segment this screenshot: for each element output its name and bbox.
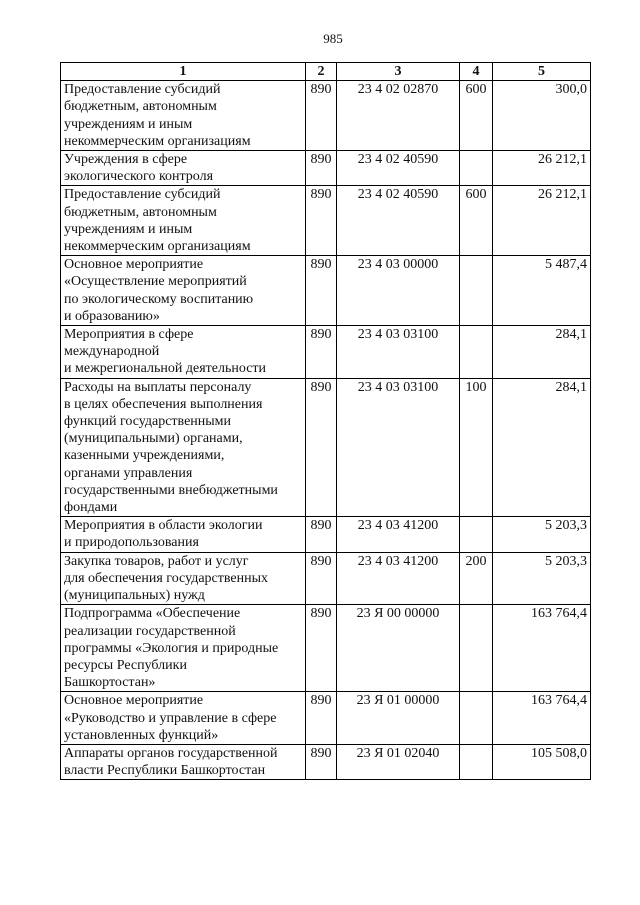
name-cell: Учреждения в сфере экологического контроля <box>61 151 306 186</box>
expense-type-cell <box>460 326 493 379</box>
target-article-cell: 23 Я 00 00000 <box>337 605 460 692</box>
target-article-cell: 23 Я 01 02040 <box>337 744 460 779</box>
name-cell: Основное мероприятие «Руководство и управление в сфере установленных функций» <box>61 692 306 745</box>
amount-cell: 5 203,3 <box>493 517 591 552</box>
expense-type-cell: 600 <box>460 81 493 151</box>
page-number: 985 <box>323 31 343 46</box>
ministry-code-cell: 890 <box>306 552 337 605</box>
ministry-code-cell: 890 <box>306 81 337 151</box>
ministry-code-cell: 890 <box>306 186 337 256</box>
amount-cell: 26 212,1 <box>493 186 591 256</box>
name-cell: Мероприятия в области экологии и природопользования <box>61 517 306 552</box>
expense-type-cell: 600 <box>460 186 493 256</box>
table-row <box>61 605 591 692</box>
table-row <box>61 151 591 186</box>
amount-cell: 284,1 <box>493 378 591 517</box>
target-article-cell: 23 4 02 40590 <box>337 151 460 186</box>
table-row <box>61 744 591 779</box>
target-article-cell: 23 4 03 41200 <box>337 552 460 605</box>
table-row <box>61 326 591 379</box>
ministry-code-cell: 890 <box>306 692 337 745</box>
amount-cell: 163 764,4 <box>493 692 591 745</box>
ministry-code-cell: 890 <box>306 326 337 379</box>
ministry-code-cell: 890 <box>306 605 337 692</box>
ministry-code-cell: 890 <box>306 256 337 326</box>
ministry-code-cell: 890 <box>306 151 337 186</box>
amount-cell: 5 487,4 <box>493 256 591 326</box>
table-row <box>61 81 591 151</box>
amount-cell: 300,0 <box>493 81 591 151</box>
budget-table <box>60 62 591 780</box>
amount-cell: 163 764,4 <box>493 605 591 692</box>
target-article-cell: 23 4 03 41200 <box>337 517 460 552</box>
table-row <box>61 186 591 256</box>
ministry-code-cell: 890 <box>306 517 337 552</box>
expense-type-cell <box>460 256 493 326</box>
table-header-row <box>61 63 591 81</box>
ministry-code-cell: 890 <box>306 378 337 517</box>
expense-type-cell <box>460 744 493 779</box>
expense-type-cell <box>460 605 493 692</box>
header-col-4: 4 <box>460 63 493 81</box>
table-row <box>61 552 591 605</box>
expense-type-cell <box>460 692 493 745</box>
table-row <box>61 692 591 745</box>
expense-type-cell <box>460 517 493 552</box>
name-cell: Подпрограмма «Обеспечение реализации государственной программы «Экология и природные ресурсы Республики Башкортостан» <box>61 605 306 692</box>
header-col-1: 1 <box>61 63 306 81</box>
target-article-cell: 23 4 02 02870 <box>337 81 460 151</box>
name-cell: Аппараты органов государственной власти Республики Башкортостан <box>61 744 306 779</box>
header-col-5: 5 <box>493 63 591 81</box>
name-cell: Расходы на выплаты персоналу в целях обеспечения выполнения функций государственными (муниципальными) органами, казенными учреждениями, органами управления государственными внебюджетными фондами <box>61 378 306 517</box>
target-article-cell: 23 4 02 40590 <box>337 186 460 256</box>
header-col-3: 3 <box>337 63 460 81</box>
name-cell: Предоставление субсидий бюджетным, автономным учреждениям и иным некоммерческим организациям <box>61 186 306 256</box>
name-cell: Основное мероприятие «Осуществление мероприятий по экологическому воспитанию и образованию» <box>61 256 306 326</box>
target-article-cell: 23 Я 01 00000 <box>337 692 460 745</box>
table-row <box>61 517 591 552</box>
amount-cell: 26 212,1 <box>493 151 591 186</box>
name-cell: Предоставление субсидий бюджетным, автономным учреждениям и иным некоммерческим организациям <box>61 81 306 151</box>
name-cell: Мероприятия в сфере международной и межрегиональной деятельности <box>61 326 306 379</box>
target-article-cell: 23 4 03 03100 <box>337 378 460 517</box>
amount-cell: 284,1 <box>493 326 591 379</box>
name-cell: Закупка товаров, работ и услуг для обеспечения государственных (муниципальных) нужд <box>61 552 306 605</box>
table-row <box>61 256 591 326</box>
amount-cell: 105 508,0 <box>493 744 591 779</box>
expense-type-cell: 100 <box>460 378 493 517</box>
target-article-cell: 23 4 03 00000 <box>337 256 460 326</box>
amount-cell: 5 203,3 <box>493 552 591 605</box>
target-article-cell: 23 4 03 03100 <box>337 326 460 379</box>
ministry-code-cell: 890 <box>306 744 337 779</box>
expense-type-cell: 200 <box>460 552 493 605</box>
table-row <box>61 378 591 517</box>
header-col-2: 2 <box>306 63 337 81</box>
expense-type-cell <box>460 151 493 186</box>
